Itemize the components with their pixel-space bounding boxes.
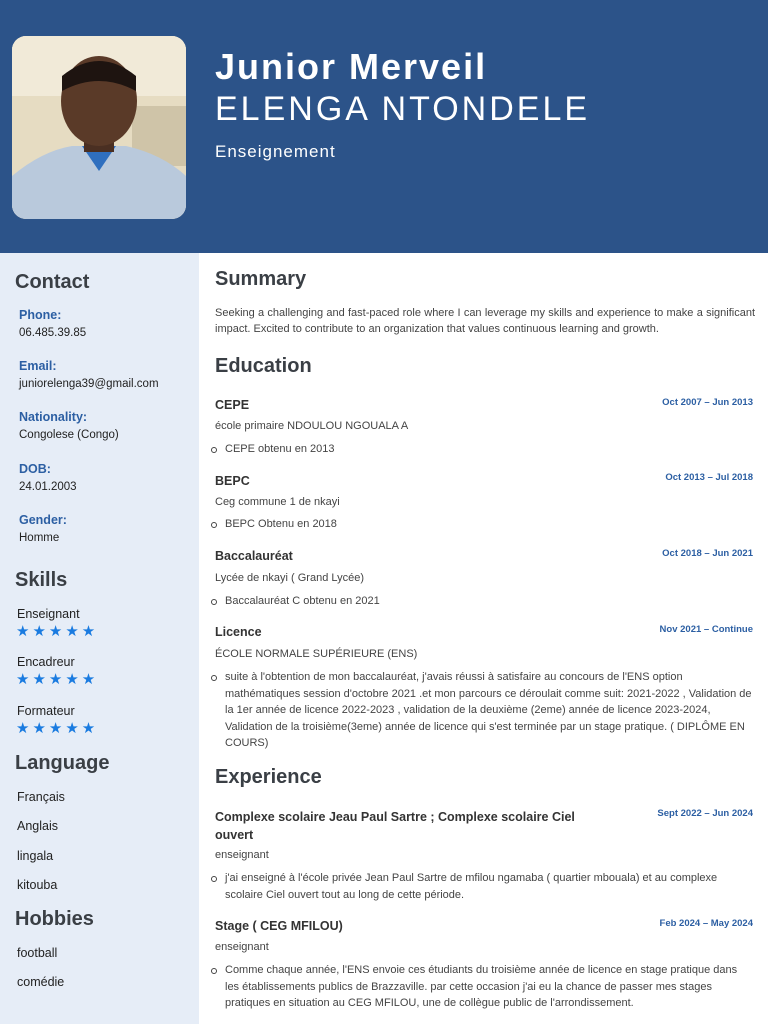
job-role: Enseignement (215, 142, 336, 161)
bullet-icon (211, 675, 217, 681)
hobbies-heading: Hobbies (15, 908, 94, 930)
education-school: école primaire NDOULOU NGOUALA A (215, 420, 409, 432)
education-school: Lycée de nkayi ( Grand Lycée) (215, 572, 364, 584)
education-title: BEPC (215, 474, 250, 488)
nationality-value: Congolese (Congo) (19, 429, 119, 441)
bullet-text: CEPE obtenu en 2013 (225, 443, 335, 455)
experience-title: Stage ( CEG MFILOU) (215, 919, 343, 933)
education-date: Oct 2013 – Jul 2018 (665, 472, 753, 483)
language-heading: Language (15, 752, 110, 774)
skills-heading: Skills (15, 569, 68, 591)
skill-name: Enseignant (17, 607, 80, 621)
contact-heading: Contact (15, 271, 90, 293)
summary-text: Seeking a challenging and fast-paced role where I can leverage my skills and experience to make a significant impact. Excited to contribute to an organization that values continuous learning and growth. (215, 307, 755, 335)
experience-date: Sept 2022 – Jun 2024 (657, 808, 753, 819)
experience-date: Feb 2024 – May 2024 (659, 918, 753, 929)
education-bullet (211, 593, 754, 610)
experience-bullet (211, 962, 754, 1012)
skill-rating-stars: ★★★★★ (16, 720, 99, 737)
bullet-text: Comme chaque année, l'ENS envoie ces étudiants du troisième année de licence en stage pratique dans les établissements publics de Brazzaville. par cette occasion j'ai eu la chance de passer mes stages pratiques en situation au CEG MFILOU, une de collègue public de l'arrondissement. (225, 964, 738, 1009)
education-bullet (211, 516, 754, 533)
bullet-icon (211, 447, 217, 453)
bullet-icon (211, 599, 217, 605)
education-bullet (211, 669, 754, 752)
bullet-icon (211, 968, 217, 974)
first-name: Junior Merveil (215, 46, 488, 87)
email-label: Email: (19, 359, 57, 373)
education-date: Nov 2021 – Continue (659, 624, 753, 635)
skill-name: Encadreur (17, 655, 75, 669)
phone-label: Phone: (19, 308, 62, 322)
dob-value: 24.01.2003 (19, 481, 77, 493)
bullet-text: j'ai enseigné à l'école privée Jean Paul Sartre de mfilou ngamaba ( quartier mbouala) et au complexe scolaire Ciel ouvert tout au long de cette période. (225, 872, 718, 901)
last-name: ELENGA NTONDELE (215, 90, 591, 128)
skill-rating-stars: ★★★★★ (16, 671, 99, 688)
language-item: Anglais (17, 819, 58, 833)
experience-heading: Experience (215, 766, 322, 788)
bullet-icon (211, 522, 217, 528)
education-heading: Education (215, 355, 312, 377)
summary-heading: Summary (215, 268, 307, 290)
education-title: CEPE (215, 398, 250, 412)
gender-value: Homme (19, 532, 60, 544)
experience-title: Complexe scolaire Jeau Paul Sartre ; Complexe scolaire Ciel ouvert (215, 810, 575, 842)
experience-role: enseignant (215, 849, 269, 861)
bullet-icon (211, 876, 217, 882)
experience-role: enseignant (215, 941, 269, 953)
education-date: Oct 2007 – Jun 2013 (662, 397, 753, 408)
education-school: ÉCOLE NORMALE SUPÉRIEURE (ENS) (215, 648, 418, 660)
skill-name: Formateur (17, 704, 75, 718)
education-bullet (211, 441, 754, 458)
header-banner (0, 0, 768, 253)
hobby-item: comédie (17, 975, 65, 989)
profile-photo (12, 36, 186, 219)
email-value: juniorelenga39@gmail.com (19, 378, 159, 390)
hobby-item: football (17, 946, 58, 960)
education-school: Ceg commune 1 de nkayi (215, 496, 340, 508)
dob-label: DOB: (19, 462, 51, 476)
experience-bullet (211, 870, 754, 903)
bullet-text: BEPC Obtenu en 2018 (225, 518, 337, 530)
education-date: Oct 2018 – Jun 2021 (662, 548, 753, 559)
skill-rating-stars: ★★★★★ (16, 623, 99, 640)
nationality-label: Nationality: (19, 410, 88, 424)
bullet-text: Baccalauréat C obtenu en 2021 (225, 595, 380, 607)
language-item: lingala (17, 849, 54, 863)
education-title: Licence (215, 625, 262, 639)
language-item: kitouba (17, 878, 58, 892)
bullet-text: suite à l'obtention de mon baccalauréat, j'avais réussi à satisfaire au concours de l'ENS option mathématiques session d'octobre 2021 .et mon parcours ce déroulait comme suit: 2021-2022 , Validation de la 1er année de licence 2022-2023 , validation de la deuxième (2eme) année de licence 2023-2024, Validation de la troisième(3eme) année de licence qui s'est terminée par un stage pratique. ( DIPLÔME EN COURS) (225, 671, 752, 749)
gender-label: Gender: (19, 513, 67, 527)
education-title: Baccalauréat (215, 549, 293, 563)
phone-value: 06.485.39.85 (19, 327, 87, 339)
language-item: Français (17, 790, 65, 804)
